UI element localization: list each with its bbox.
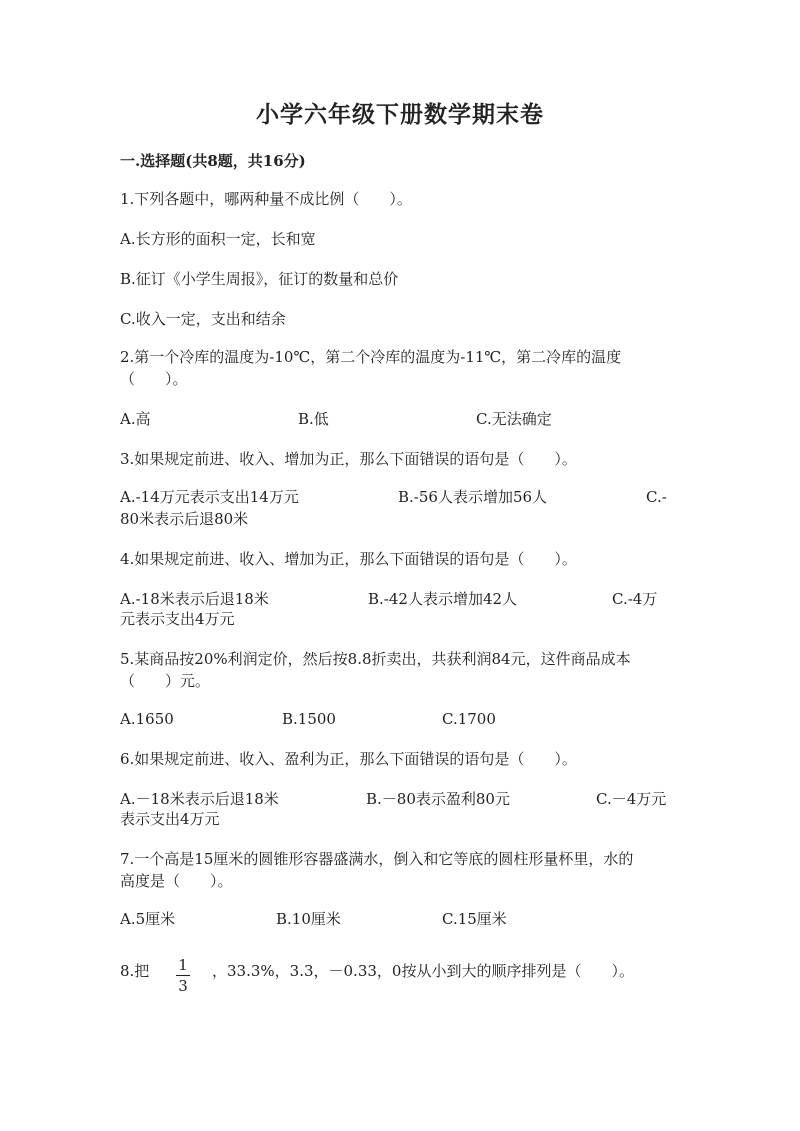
question-5-option-a: A.1650: [120, 710, 174, 728]
fraction-one-third: [176, 956, 190, 995]
question-8-stem: ，33.3%，3.3，－0.33，0按从小到大的顺序排列是（ ）。: [212, 962, 634, 980]
question-2-option-a: A.高: [120, 410, 151, 428]
question-3-option-c-wrap: 80米表示后退80米: [120, 510, 249, 528]
question-3-option-c: C.-: [646, 488, 667, 506]
question-3-option-a: A.-14万元表示支出14万元: [120, 488, 299, 506]
question-7-option-b: B.10厘米: [276, 910, 341, 928]
question-1-option-c: C.收入一定，支出和结余: [120, 310, 286, 328]
question-4-option-b: B.-42人表示增加42人: [368, 590, 518, 608]
fraction-bar: [176, 975, 190, 976]
fraction-numerator: 1: [178, 956, 188, 974]
question-4-option-c: C.-4万: [612, 590, 658, 608]
question-5-option-c: C.1700: [442, 710, 496, 728]
question-5-stem-cont: （ ）元。: [120, 672, 211, 690]
question-7-option-c: C.15厘米: [442, 910, 507, 928]
question-6-stem: 6.如果规定前进、收入、盈利为正，那么下面错误的语句是（ ）。: [120, 750, 577, 768]
question-5-stem: 5.某商品按20%利润定价，然后按8.8折卖出，共获利润84元，这件商品成本: [120, 650, 631, 668]
question-7-option-a: A.5厘米: [120, 910, 176, 928]
question-1-stem: 1.下列各题中，哪两种量不成比例（ ）。: [120, 190, 412, 208]
question-1-option-a: A.长方形的面积一定，长和宽: [120, 230, 316, 248]
question-6-option-c-wrap: 表示支出4万元: [120, 810, 220, 828]
fraction-denominator: 3: [178, 977, 188, 995]
question-4-option-c-wrap: 元表示支出4万元: [120, 610, 235, 628]
question-5-option-b: B.1500: [282, 710, 336, 728]
question-2-stem-cont: （ ）。: [120, 370, 188, 388]
question-4-option-a: A.-18米表示后退18米: [120, 590, 269, 608]
question-7-stem-cont: 高度是（ ）。: [120, 872, 233, 890]
section-heading: 一.选择题(共8题，共16分): [120, 152, 306, 170]
question-4-stem: 4.如果规定前进、收入、增加为正，那么下面错误的语句是（ ）。: [120, 550, 577, 568]
question-7-stem: 7.一个高是15厘米的圆锥形容器盛满水，倒入和它等底的圆柱形量杯里，水的: [120, 850, 634, 868]
question-3-stem: 3.如果规定前进、收入、增加为正，那么下面错误的语句是（ ）。: [120, 450, 577, 468]
question-1-option-b: B.征订《小学生周报》，征订的数量和总价: [120, 270, 399, 288]
page-title: 小学六年级下册数学期末卷: [256, 101, 544, 128]
question-2-option-c: C.无法确定: [476, 410, 552, 428]
question-6-option-c: C.－4万元: [596, 790, 667, 808]
question-2-stem: 2.第一个冷库的温度为-10℃，第二个冷库的温度为-11℃，第二冷库的温度: [120, 348, 622, 366]
question-8-prefix: 8.把: [120, 962, 150, 980]
question-6-option-b: B.－80表示盈利80元: [366, 790, 510, 808]
question-3-option-b: B.-56人表示增加56人: [398, 488, 548, 506]
question-2-option-b: B.低: [298, 410, 329, 428]
question-6-option-a: A.－18米表示后退18米: [120, 790, 279, 808]
